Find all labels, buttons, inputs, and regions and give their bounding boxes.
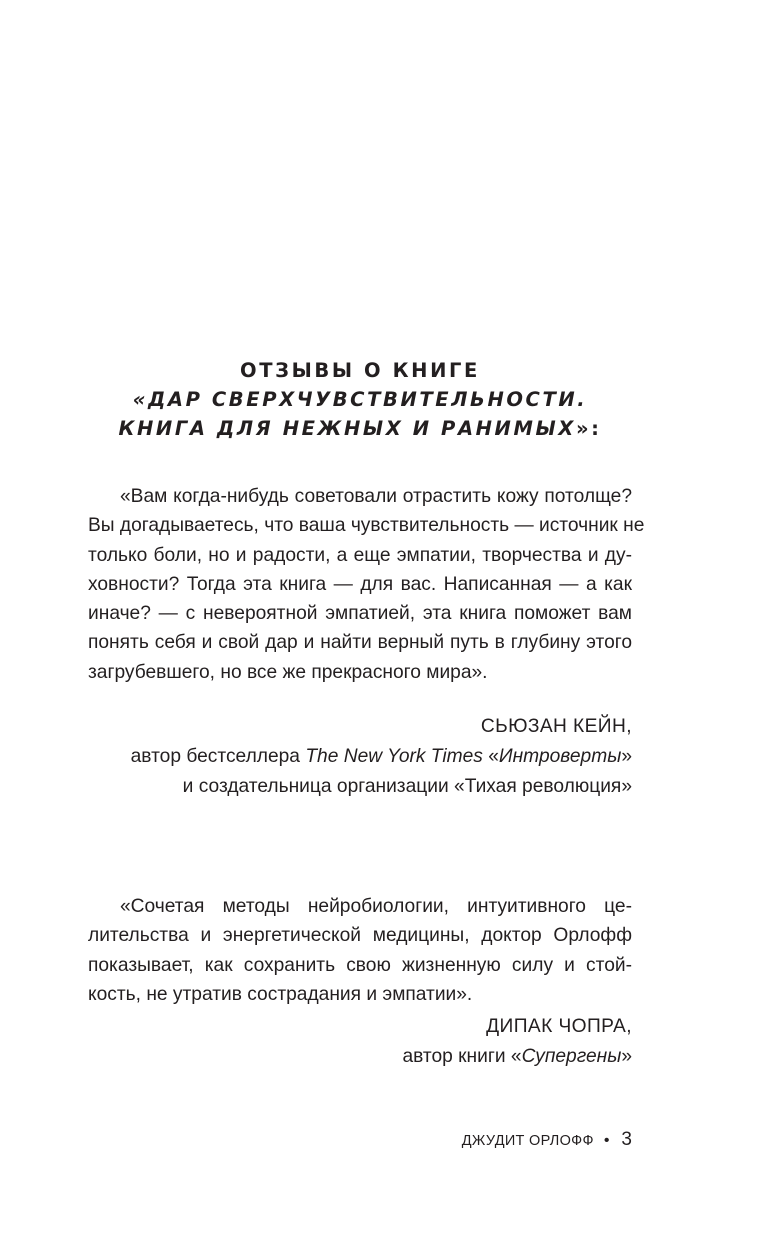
review-2-author: ДИПАК ЧОПРА, (486, 1016, 632, 1037)
footer-author: ДЖУДИТ ОРЛОФФ (461, 1133, 594, 1149)
review-1-text (88, 482, 645, 687)
footer-bullet: • (603, 1132, 610, 1149)
role-prefix: автор книги « (402, 1046, 522, 1067)
review-1-line: ховности? Тогда эта книга — для вас. Написанная — а как (88, 573, 632, 595)
page-number: 3 (621, 1129, 632, 1150)
book-title: Интроверты (498, 746, 622, 767)
review-1-attribution (88, 712, 632, 802)
review-1-line: загрубевшего, но все же прекрасного мира». (88, 661, 488, 683)
publication-name: The New York Times (305, 746, 483, 767)
review-1-author: СЬЮЗАН КЕЙН, (480, 716, 632, 737)
heading-line-3-end: »: (575, 417, 602, 440)
review-2-attribution (88, 1012, 632, 1072)
review-1-line: «Вам когда-нибудь советовали отрастить кожу потолще? (120, 486, 632, 507)
review-2-role (88, 1042, 632, 1072)
review-1-role (88, 742, 632, 772)
book-quote-open: « (482, 746, 499, 767)
review-2-line: лительства и энергетической медицины, доктор Орлофф (88, 925, 632, 947)
book-title: Супергены (521, 1046, 622, 1067)
book-quote-close: » (621, 1046, 632, 1067)
review-1-line: иначе? — с невероятной эмпатией, эта книга поможет вам (88, 603, 632, 625)
review-2-line: «Сочетая методы нейробиологии, интуитивного це- (120, 896, 632, 917)
heading-line-1: ОТЗЫВЫ О КНИГЕ (240, 359, 480, 382)
review-1-line: понять себя и свой дар и найти верный путь в глубину этого (88, 632, 632, 654)
review-2-text (88, 892, 632, 1009)
review-1-line: только боли, но и радости, а еще эмпатии, творчества и ду- (88, 544, 632, 566)
running-footer (88, 1126, 632, 1155)
heading-line-2: «ДАР СВЕРХЧУВСТВИТЕЛЬНОСТИ. (132, 388, 588, 411)
reviews-heading (88, 356, 632, 443)
heading-line-3 (88, 414, 632, 443)
heading-book-subtitle: КНИГА ДЛЯ НЕЖНЫХ И РАНИМЫХ (118, 417, 576, 440)
review-2-line: кость, не утратив сострадания и эмпатии». (88, 983, 473, 1005)
review-1-line: Вы догадываетесь, что ваша чувствительность — источник не (88, 515, 645, 537)
review-2-line: показывает, как сохранить свою жизненную силу и стой- (88, 954, 632, 976)
role-prefix: автор бестселлера (130, 746, 306, 767)
book-quote-close: » (621, 746, 632, 767)
review-1-role-2: и создательница организации «Тихая революция» (182, 776, 632, 797)
